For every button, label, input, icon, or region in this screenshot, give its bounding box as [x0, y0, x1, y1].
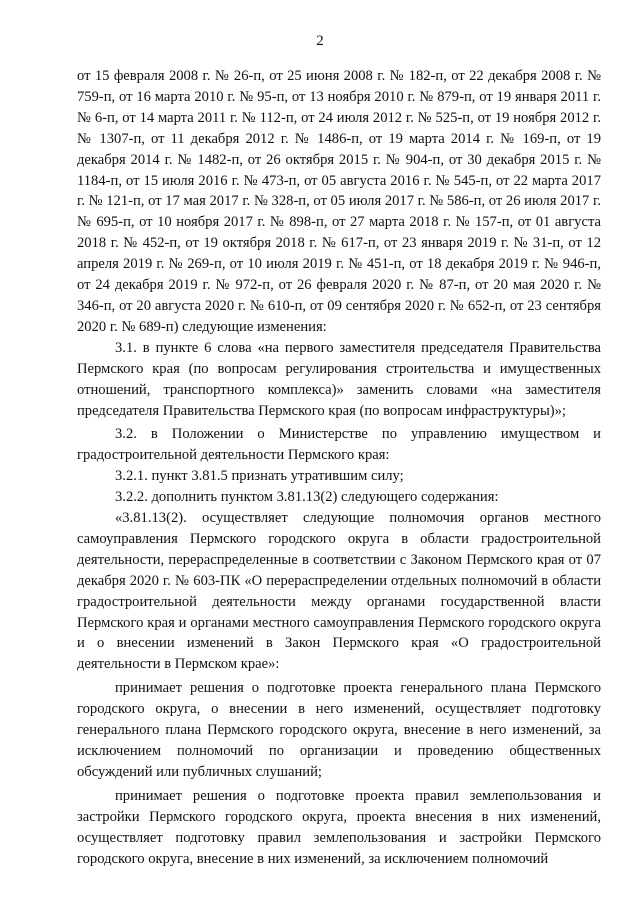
document-body — [77, 66, 601, 869]
paragraph-power-general-plan: принимает решения о подготовке проекта генерального плана Пермского городского округа, о внесении в него изменений, осуществляет подготовку генерального плана Пермского городского округа, внесение в него изменений, за исключением полномочий по организации и проведению общественных обсуждений или публичных слушаний; — [77, 680, 601, 780]
paragraph-item-3-2: 3.2. в Положении о Министерстве по управлению имуществом и градостроительной деятельности Пермского края: — [77, 426, 601, 464]
page-number: 2 — [316, 33, 324, 49]
paragraph-item-3-81-13-2: «3.81.13(2). осуществляет следующие полномочия органов местного самоуправления Пермского городского округа в области градостроительной деятельности, перераспределенные в соответствии с Законом Пермского края от 07 декабря 2020 г. № 603-ПК «О перераспределении отдельных полномочий в области градостроительной деятельности между органами государственной власти Пермского края и органами местного самоуправления Пермского городского округа и о внесении изменений в Закон Пермского края «О градостроительной деятельности в Пермском крае»: — [77, 510, 601, 673]
paragraph-power-land-use-rules: принимает решения о подготовке проекта правил землепользования и застройки Пермского городского округа, проекта внесения в них изменений, осуществляет подготовку правил землепользования и застройки Пермского городского округа, внесение в них изменений, за исключением полномочий — [77, 787, 601, 867]
paragraph-item-3-2-1: 3.2.1. пункт 3.81.5 признать утратившим силу; — [115, 468, 404, 485]
paragraph-intro: от 15 февраля 2008 г. № 26-п, от 25 июня 2008 г. № 182-п, от 22 декабря 2008 г. № 759-п, от 16 марта 2010 г. № 95-п, от 13 ноября 2010 г. № 879-п, от 19 января 2011 г. № 6-п, от 14 марта 2011 г. № 112-п, от 24 июля 2012 г. № 525-п, от 19 ноября 2012 г. № 1307-п, от 11 декабря 2012 г. № 1486-п, от 19 марта 2014 г. № 169-п, от 19 декабря 2014 г. № 1482-п, от 26 октября 2015 г. № 904-п, от 30 декабря 2015 г. № 1184-п, от 15 июля 2016 г. № 473-п, от 05 августа 2016 г. № 545-п, от 22 марта 2017 г. № 121-п, от 17 мая 2017 г. № 328-п, от 05 июля 2017 г. № 586-п, от 26 июля 2017 г. № 695-п, от 10 ноября 2017 г. № 898-п, от 27 марта 2018 г. № 157-п, от 01 августа 2018 г. № 452-п, от 19 октября 2018 г. № 617-п, от 23 января 2019 г. № 31-п, от 12 апреля 2019 г. № 269-п, от 10 июля 2019 г. № 451-п, от 18 декабря 2019 г. № 946-п, от 24 декабря 2019 г. № 972-п, от 26 февраля 2020 г. № 87-п, от 20 мая 2020 г. № 346-п, от 20 августа 2020 г. № 610-п, от 09 сентября 2020 г. № 652-п, от 23 сентября 2020 г. № 689-п) следующие изменения: — [77, 68, 601, 335]
paragraph-item-3-2-2: 3.2.2. дополнить пунктом 3.81.13(2) следующего содержания: — [115, 489, 499, 506]
paragraph-item-3-1: 3.1. в пункте 6 слова «на первого заместителя председателя Правительства Пермского края (по вопросам регулирования строительства и имущественных отношений, транспортного комплекса)» заменить словами «на заместителя председателя Правительства Пермского края (по вопросам инфраструктуры)»; — [77, 339, 601, 419]
